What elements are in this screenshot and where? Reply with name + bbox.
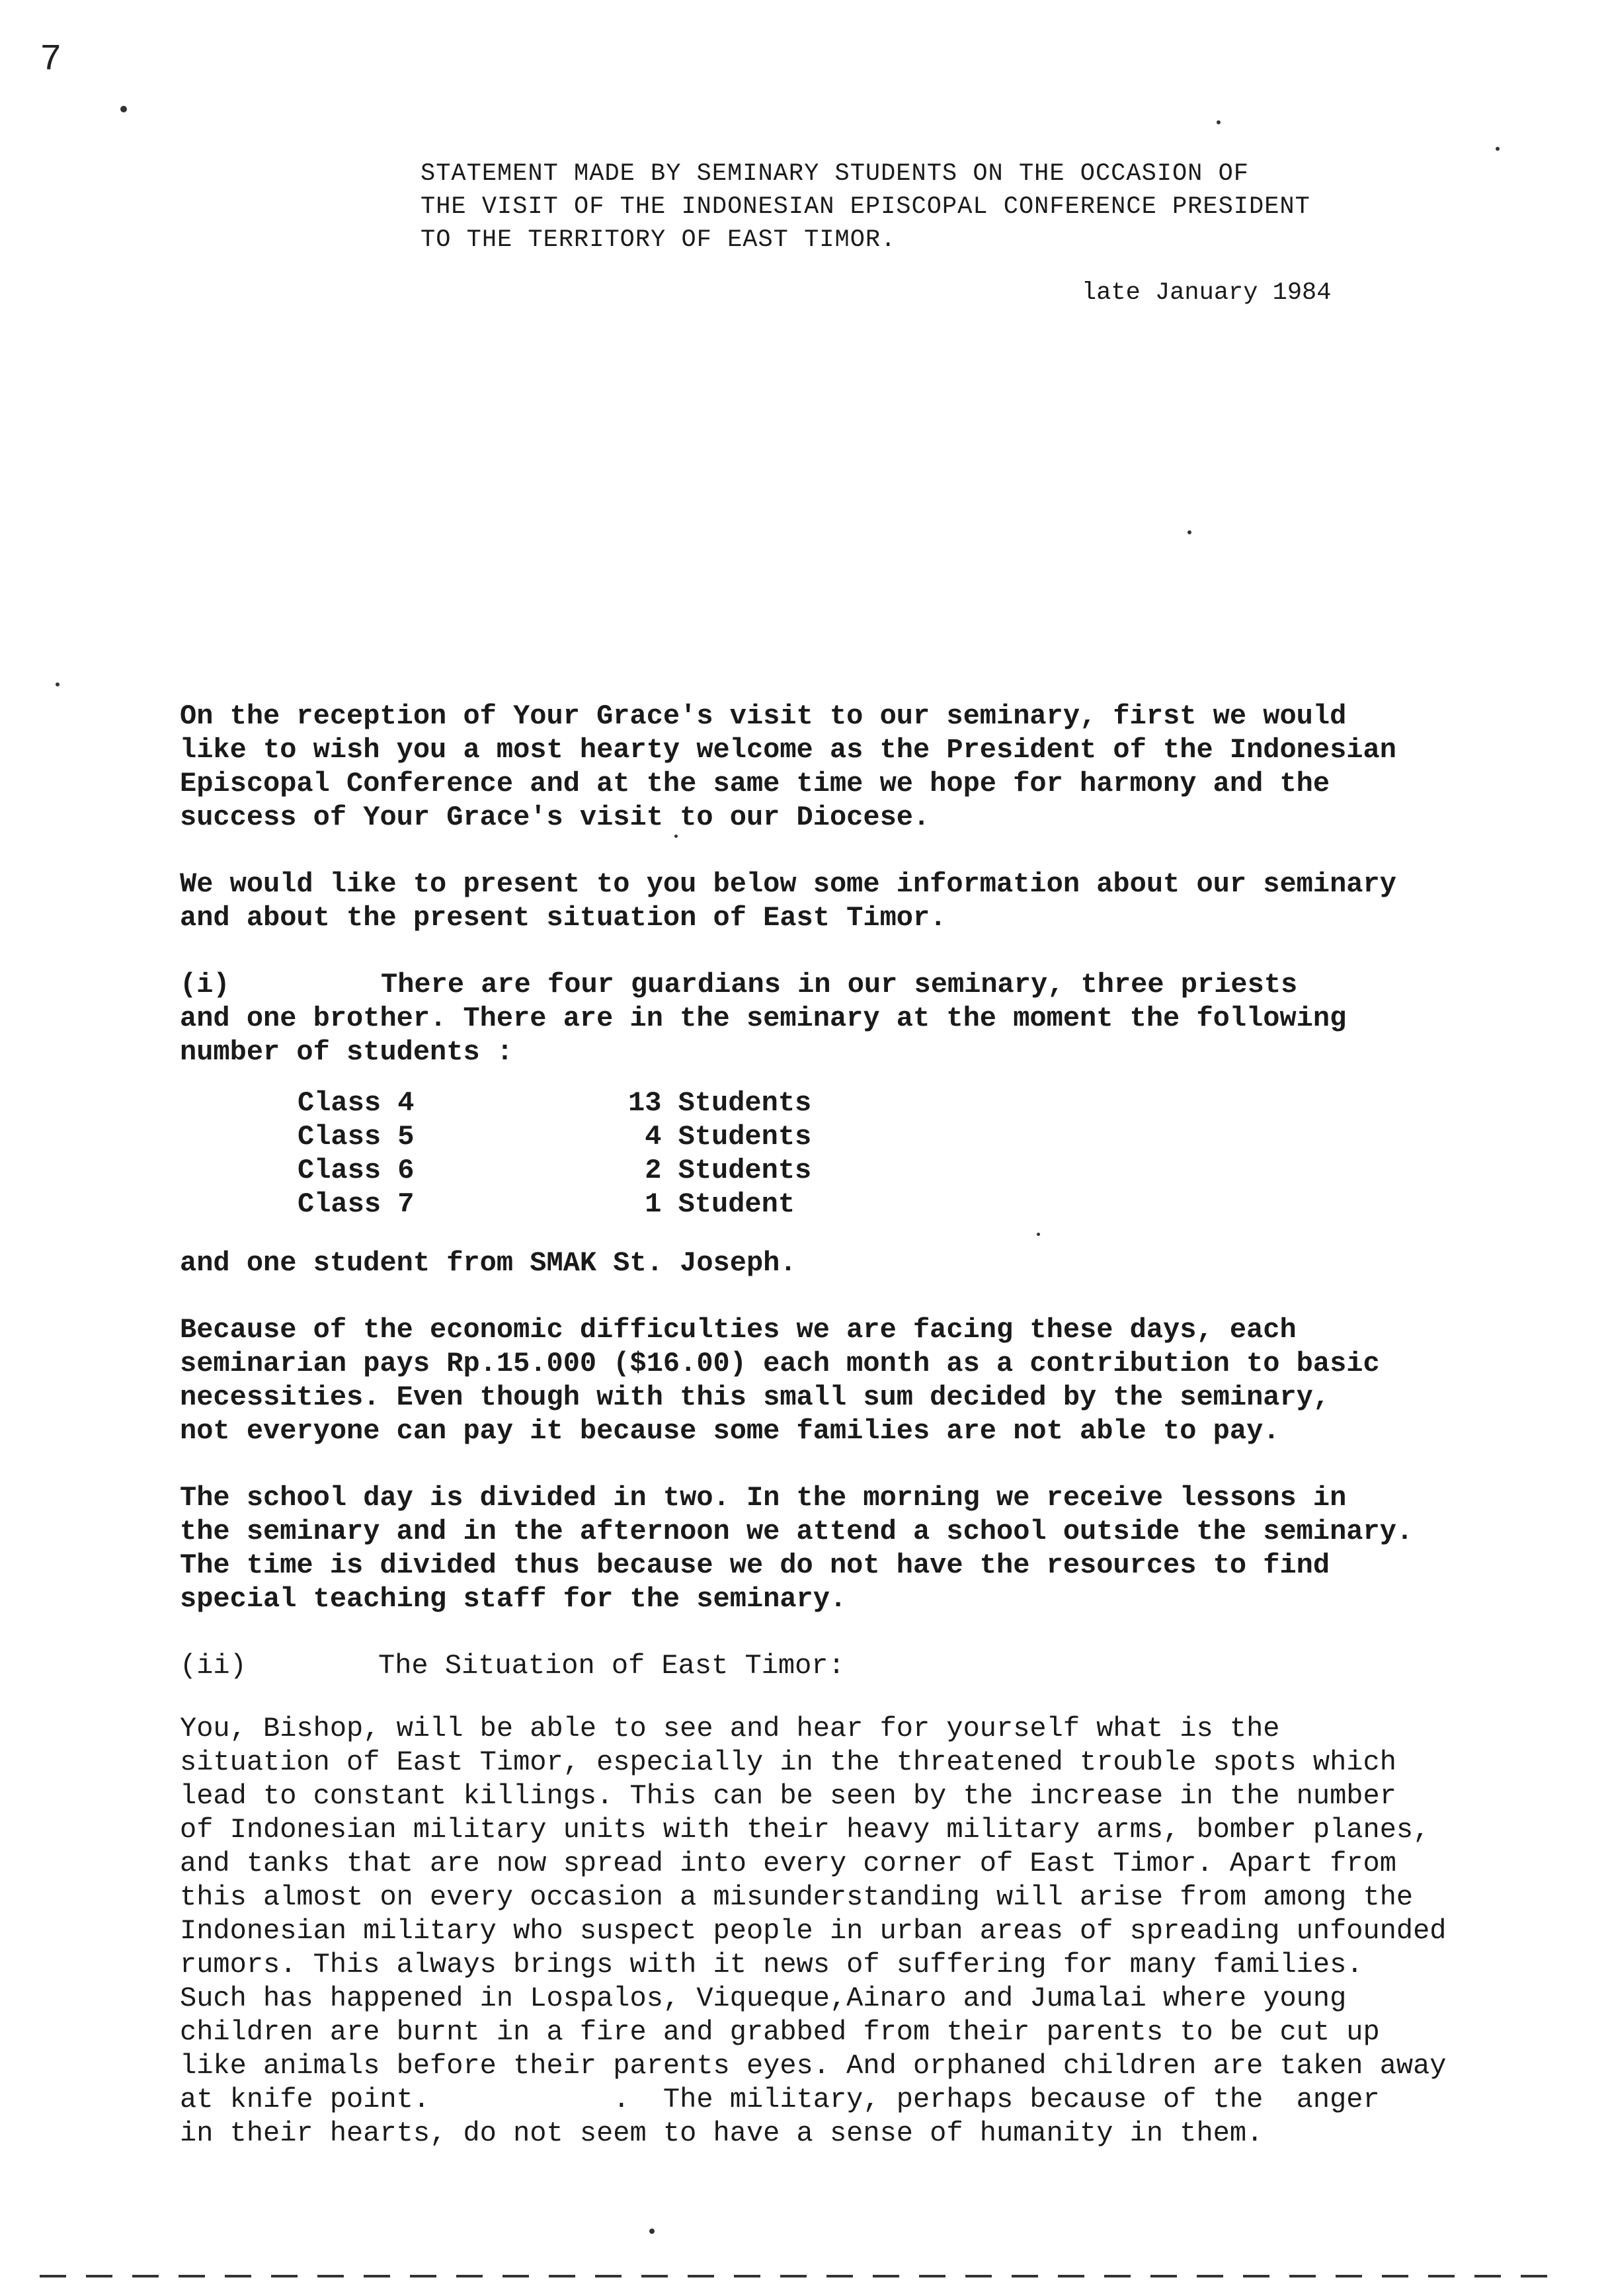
text-line: We would like to present to you below some information about our seminary xyxy=(180,868,1396,900)
text-line: Because of the economic difficulties we are facing these days, each xyxy=(180,1314,1297,1346)
scan-speck xyxy=(674,835,678,838)
scan-speck xyxy=(1037,1233,1040,1236)
class-name: Class 7 xyxy=(298,1188,415,1220)
scan-speck xyxy=(1217,120,1221,124)
text-line: Indonesian military who suspect people in urban areas of spreading unfounded xyxy=(180,1915,1447,1947)
statement-body xyxy=(180,700,1502,2184)
class-name: Class 5 xyxy=(298,1121,415,1153)
text-line: and one brother. There are in the seminary at the moment the following xyxy=(180,1003,1347,1034)
scan-speck xyxy=(56,682,60,686)
class-trailer: and one student from SMAK St. Joseph. xyxy=(180,1247,797,1279)
student-count: 13 Students xyxy=(628,1087,812,1119)
school-day-paragraph xyxy=(180,1481,1502,1616)
welcome-paragraph xyxy=(180,700,1502,835)
section-i-marker: (i) xyxy=(180,969,230,1001)
intro-paragraph xyxy=(180,868,1502,935)
text-line: not everyone can pay it because some families are not able to pay. xyxy=(180,1415,1280,1447)
text-line: the seminary and in the afternoon we attend a school outside the seminary. xyxy=(180,1516,1414,1547)
text-line: You, Bishop, will be able to see and hear for yourself what is the xyxy=(180,1713,1280,1744)
text-line: success of Your Grace's visit to our Diocese. xyxy=(180,801,930,833)
section-i-first-line xyxy=(180,968,1502,1002)
text-line: of Indonesian military units with their heavy military arms, bomber planes, xyxy=(180,1814,1430,1846)
economic-paragraph xyxy=(180,1313,1502,1448)
text-line: seminarian pays Rp.15.000 ($16.00) each month as a contribution to basic xyxy=(180,1348,1380,1379)
text-line: in their hearts, do not seem to have a sense of humanity in them. xyxy=(180,2117,1264,2149)
text-line: The time is divided thus because we do not have the resources to find xyxy=(180,1549,1330,1581)
situation-paragraph xyxy=(180,1712,1502,2151)
text-line: The school day is divided in two. In the morning we receive lessons in xyxy=(180,1482,1347,1514)
scan-speck xyxy=(1187,530,1191,534)
text-line: There are four guardians in our seminary, three priests xyxy=(381,969,1298,1001)
statement-header xyxy=(421,157,1452,257)
header-line: STATEMENT MADE BY SEMINARY STUDENTS ON THE OCCASION OF xyxy=(421,160,1249,188)
student-count: 1 Student xyxy=(628,1188,795,1220)
text-line: On the reception of Your Grace's visit to our seminary, first we would xyxy=(180,700,1347,732)
text-line: like animals before their parents eyes. And orphaned children are taken away xyxy=(180,2050,1447,2082)
bottom-scan-edge xyxy=(40,2275,1560,2277)
text-line: and tanks that are now spread into every corner of East Timor. Apart from xyxy=(180,1848,1396,1879)
class-row xyxy=(298,1154,1502,1188)
student-count: 2 Students xyxy=(628,1155,812,1186)
scan-speck xyxy=(1496,147,1500,151)
text-line: lead to constant killings. This can be seen by the increase in the number xyxy=(180,1780,1396,1812)
text-line: situation of East Timor, especially in the threatened trouble spots which xyxy=(180,1746,1396,1778)
text-line: Such has happened in Lospalos, Viqueque,Ainaro and Jumalai where young xyxy=(180,1983,1347,2014)
student-count: 4 Students xyxy=(628,1121,812,1153)
scan-speck xyxy=(649,2229,655,2234)
text-line: rumors. This always brings with it news of suffering for many families. xyxy=(180,1949,1363,1981)
text-line: and about the present situation of East Timor. xyxy=(180,902,947,934)
section-ii-heading xyxy=(180,1649,1502,1683)
class-student-table xyxy=(298,1086,1502,1221)
section-ii-title: The Situation of East Timor: xyxy=(378,1650,845,1682)
text-line: Episcopal Conference and at the same time we hope for harmony and the xyxy=(180,768,1330,800)
class-row xyxy=(298,1086,1502,1120)
text-line: children are burnt in a fire and grabbed from their parents to be cut up xyxy=(180,2016,1380,2048)
scan-speck xyxy=(120,106,127,112)
text-line: at knife point. . The military, perhaps because of the anger xyxy=(180,2084,1380,2115)
class-row xyxy=(298,1120,1502,1154)
text-line: necessities. Even though with this small sum decided by the seminary, xyxy=(180,1381,1330,1413)
class-name: Class 6 xyxy=(298,1155,415,1186)
header-line: THE VISIT OF THE INDONESIAN EPISCOPAL CONFERENCE PRESIDENT xyxy=(421,193,1310,221)
class-name: Class 4 xyxy=(298,1087,415,1119)
statement-date: late January 1984 xyxy=(1082,279,1332,307)
header-line: TO THE TERRITORY OF EAST TIMOR. xyxy=(421,226,897,254)
page-number-mark: 7 xyxy=(40,38,62,81)
section-i-paragraph xyxy=(180,968,1502,1069)
class-row xyxy=(298,1188,1502,1221)
text-line: special teaching staff for the seminary. xyxy=(180,1583,847,1615)
text-line: like to wish you a most hearty welcome as the President of the Indonesian xyxy=(180,734,1396,766)
text-line: this almost on every occasion a misunderstanding will arise from among the xyxy=(180,1881,1414,1913)
text-line: number of students : xyxy=(180,1036,514,1068)
section-ii-marker: (ii) xyxy=(180,1650,247,1682)
